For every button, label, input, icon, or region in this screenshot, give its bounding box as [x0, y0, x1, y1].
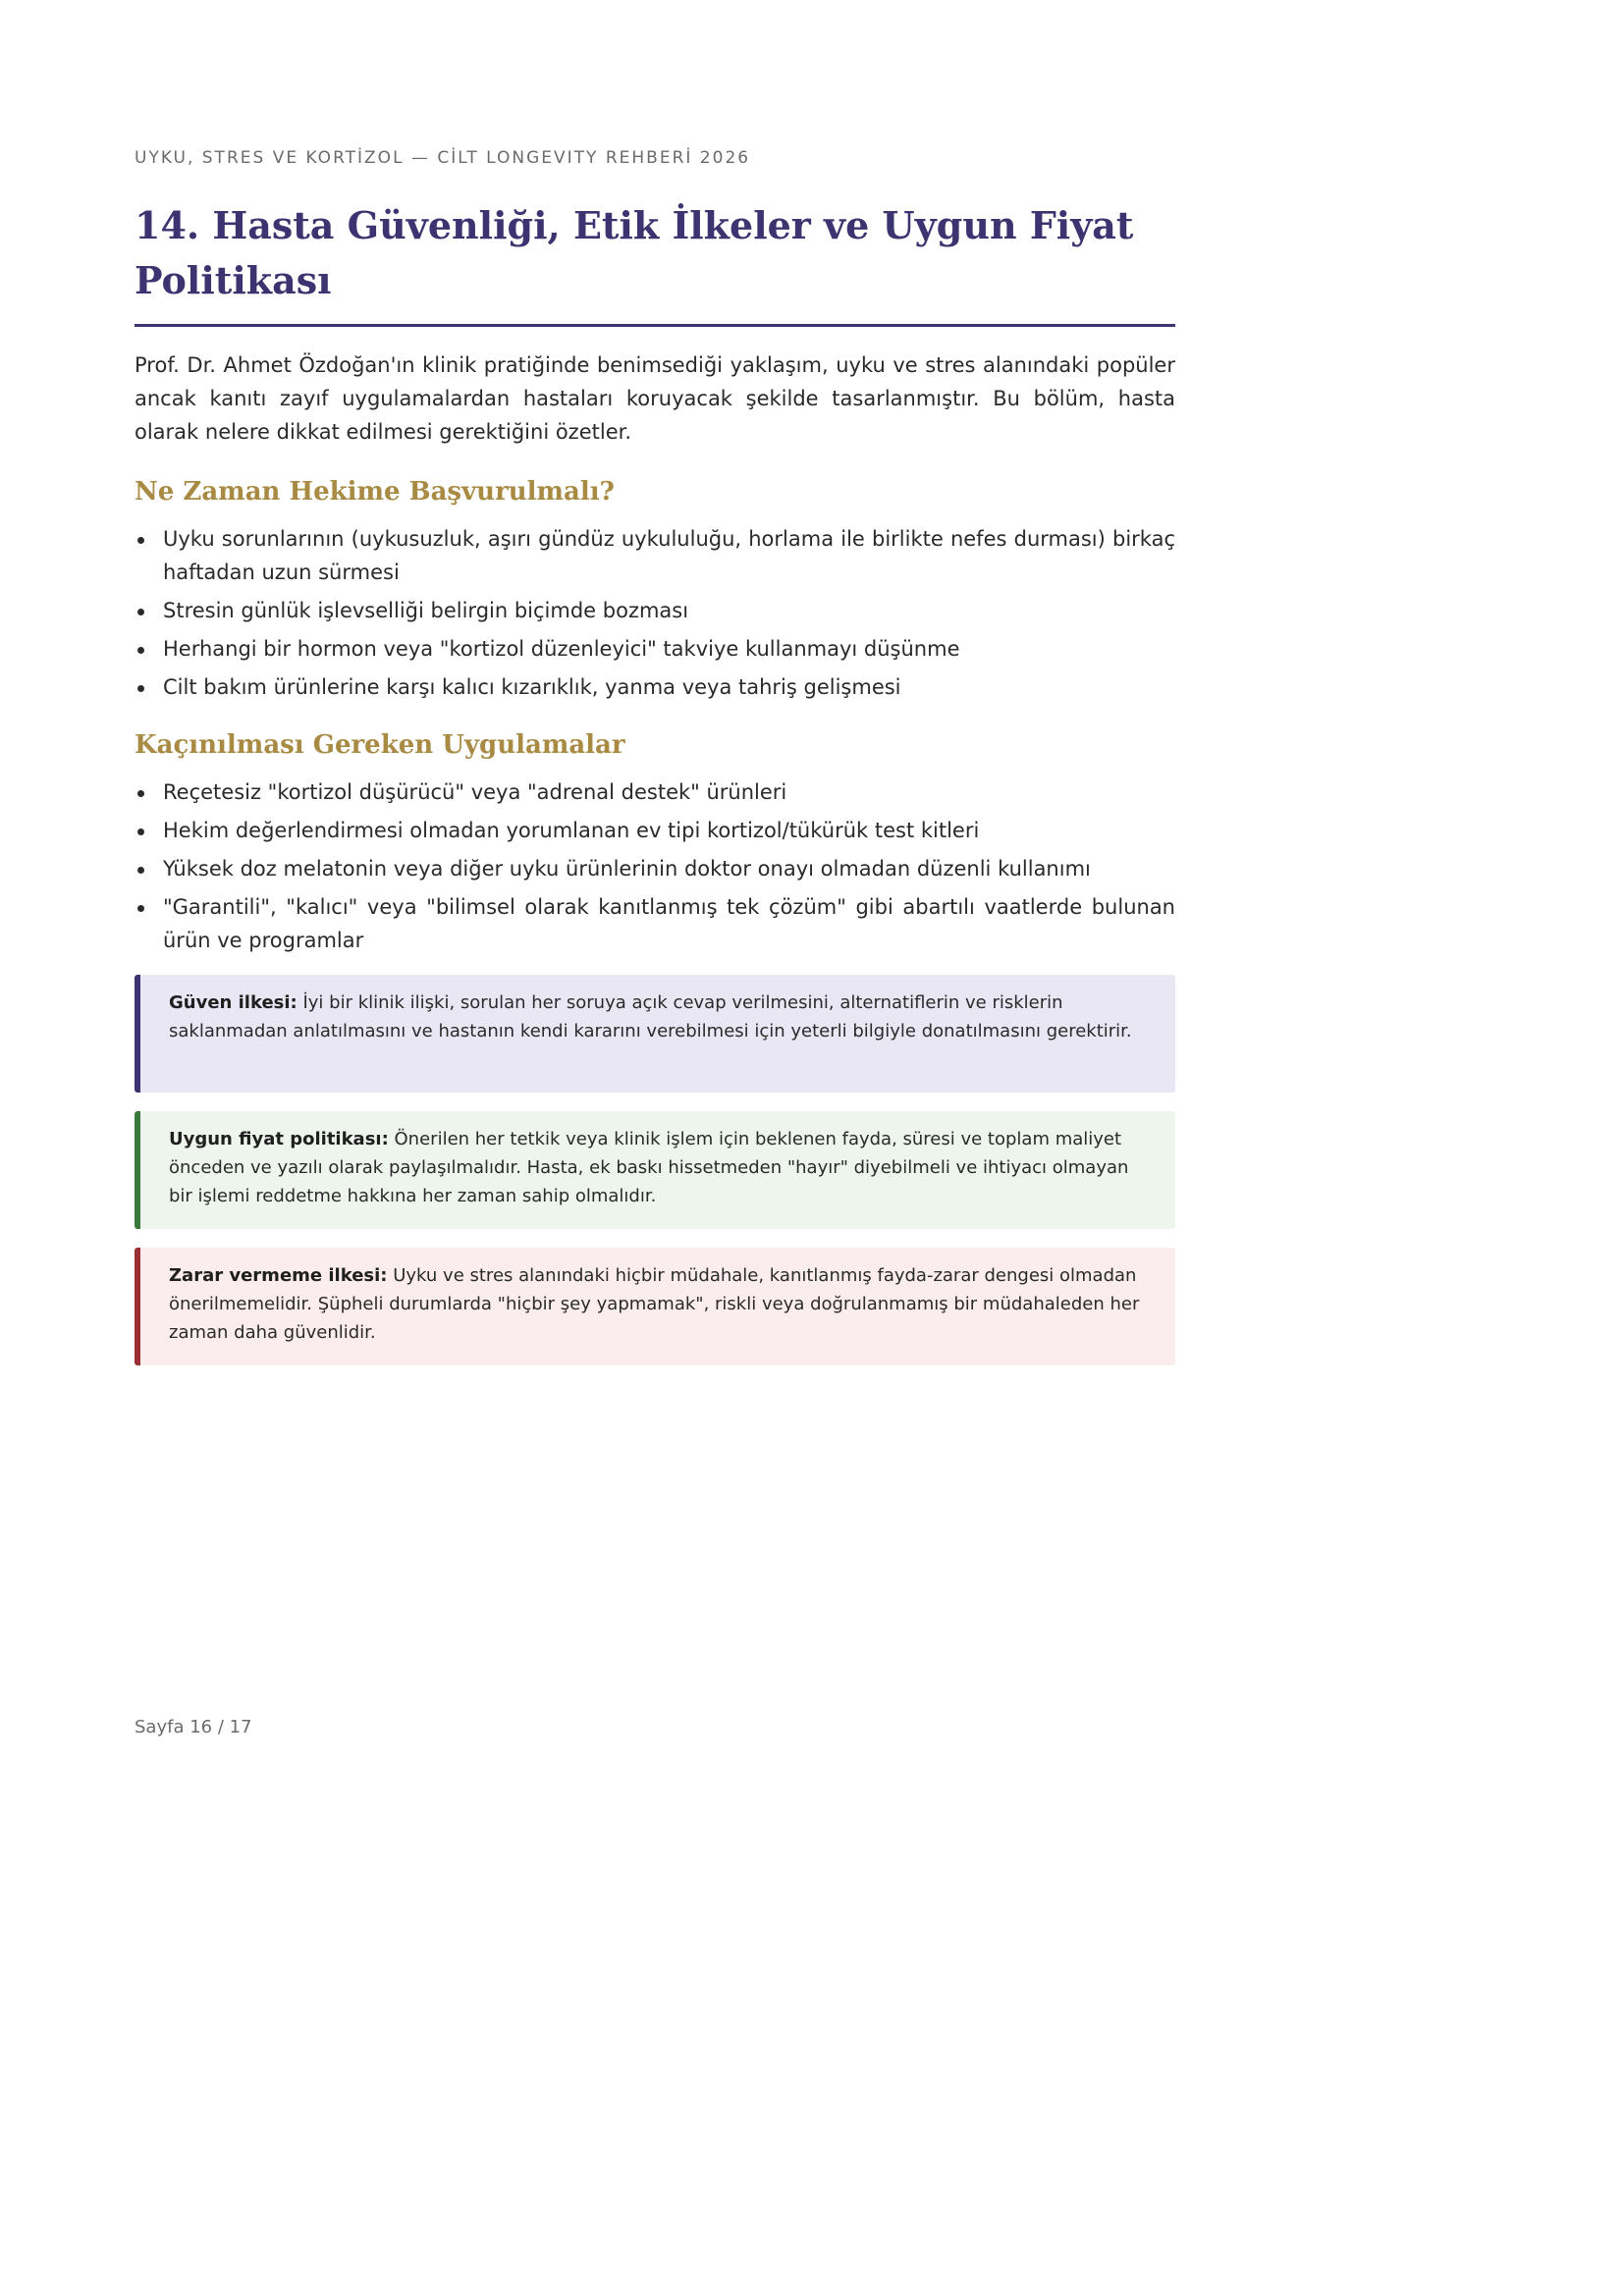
callout-label: Uygun fiyat politikası: [169, 1129, 389, 1149]
list-item [135, 522, 1175, 589]
list-item-text: Cilt bakım ürünlerine karşı kalıcı kızarıklık, yanma veya tahriş gelişmesi [163, 675, 901, 699]
list-item [135, 594, 1175, 627]
callout-text: Uyku ve stres alanındaki hiçbir müdahale, kanıtlanmış fayda-zarar dengesi olmadan önerilmemelidir. Şüpheli durumlarda "hiçbir şey yapmamak", riskli veya doğrulanmamış bir müdahaleden her zaman daha güvenlidir. [169, 1265, 1140, 1343]
when-to-see-doctor-list [135, 522, 1175, 709]
list-item-text: Stresin günlük işlevselliği belirgin biçimde bozması [163, 599, 689, 622]
list-item [135, 890, 1175, 957]
list-item-text: Yüksek doz melatonin veya diğer uyku ürünlerinin doktor onayı olmadan düzenli kullanımı [163, 857, 1091, 881]
callout-label: Güven ilkesi: [169, 992, 298, 1013]
callout-text: Önerilen her tetkik veya klinik işlem için beklenen fayda, süresi ve toplam maliyet önceden ve yazılı olarak paylaşılmalıdır. Hasta, ek baskı hissetmeden "hayır" diyebilmeli ve ihtiyacı olmayan bir işlemi reddetme hakkına her zaman sahip olmalıdır. [169, 1129, 1129, 1206]
bullet-icon [137, 828, 144, 835]
section-heading-when-to-see-doctor: Ne Zaman Hekime Başvurulmalı? [135, 477, 615, 507]
callout-text: İyi bir klinik ilişki, sorulan her soruya açık cevap verilmesini, alternatiflerin ve risklerin saklanmadan anlatılmasını ve hastanın kendi kararını verebilmesi için yeterli bilgiyle donatılmasını gerektirir. [169, 992, 1132, 1041]
list-item-text: Hekim değerlendirmesi olmadan yorumlanan ev tipi kortizol/tükürük test kitleri [163, 819, 980, 842]
bullet-icon [137, 609, 144, 615]
list-item-text: Reçetesiz "kortizol düşürücü" veya "adrenal destek" ürünleri [163, 780, 787, 804]
list-item [135, 852, 1175, 885]
section-heading-practices-to-avoid: Kaçınılması Gereken Uygulamalar [135, 730, 625, 760]
list-item-text: Herhangi bir hormon veya "kortizol düzenleyici" takviye kullanmayı düşünme [163, 637, 960, 661]
list-item [135, 775, 1175, 809]
intro-paragraph: Prof. Dr. Ahmet Özdoğan'ın klinik pratiğinde benimsediği yaklaşım, uyku ve stres alanındaki popüler ancak kanıtı zayıf uygulamalardan hastaları koruyacak şekilde tasarlanmıştır. Bu bölüm, hasta olarak nelere dikkat edilmesi gerektiğini özetler. [135, 353, 1175, 444]
running-header: UYKU, STRES VE KORTİZOL — CİLT LONGEVITY REHBERİ 2026 [135, 148, 751, 168]
list-item [135, 670, 1175, 704]
list-item-text: Uyku sorunlarının (uykusuzluk, aşırı gündüz uykululuğu, horlama ile birlikte nefes durması) birkaç haftadan uzun sürmesi [163, 527, 1175, 584]
bullet-icon [137, 647, 144, 654]
practices-to-avoid-list [135, 775, 1175, 962]
bullet-icon [137, 905, 144, 912]
callout-label: Zarar vermeme ilkesi: [169, 1265, 388, 1286]
bullet-icon [137, 790, 144, 797]
list-item [135, 632, 1175, 666]
list-item-text: "Garantili", "kalıcı" veya "bilimsel olarak kanıtlanmış tek çözüm" gibi abartılı vaatlerde bulunan ürün ve programlar [163, 895, 1175, 952]
bullet-icon [137, 867, 144, 874]
list-item [135, 814, 1175, 847]
bullet-icon [137, 537, 144, 544]
do-no-harm-callout [135, 1248, 1175, 1365]
page-number: Sayfa 16 / 17 [135, 1717, 252, 1737]
bullet-icon [137, 685, 144, 692]
pricing-policy-callout [135, 1111, 1175, 1229]
title-divider [135, 324, 1175, 327]
chapter-title: 14. Hasta Güvenliği, Etik İlkeler ve Uygun Fiyat Politikası [135, 203, 1134, 302]
trust-principle-callout [135, 975, 1175, 1093]
